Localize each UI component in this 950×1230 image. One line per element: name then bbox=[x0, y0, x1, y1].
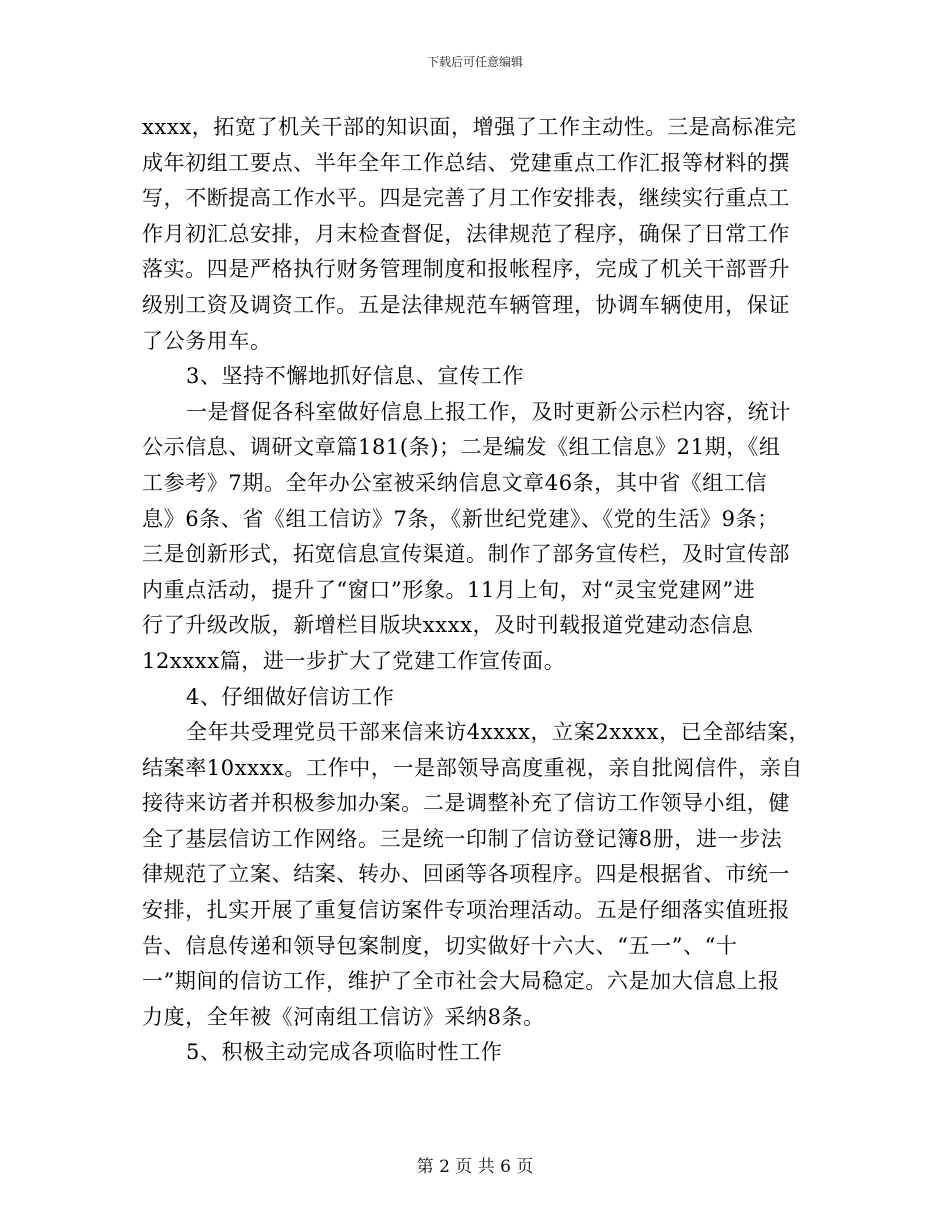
text-line: 12xxxx篇，进一步扩大了党建工作宣传面。 bbox=[142, 648, 566, 673]
text-line: 安排，扎实开展了重复信访案件专项治理活动。五是仔细落实值班报 bbox=[142, 898, 790, 923]
text-line: 公示信息、调研文章篇181(条)；二是编发《组工信息》21期，《组 bbox=[142, 435, 781, 460]
text-line: 律规范了立案、结案、转办、回函等各项程序。四是根据省、市统一 bbox=[142, 862, 790, 887]
text-line: 行了升级改版，新增栏目版块xxxx，及时刊载报道党建动态信息 bbox=[142, 613, 754, 638]
paragraph-start-line: 5、积极主动完成各项临时性工作 bbox=[186, 1040, 503, 1065]
text-line: 工参考》7期。全年办公室被采纳信息文章46条，其中省《组工信 bbox=[142, 470, 768, 495]
paragraph-start-line: 全年共受理党员干部来信来访4xxxx，立案2xxxx，已全部结案， bbox=[186, 720, 811, 745]
document-body bbox=[142, 110, 810, 1071]
page-header: 下载后可任意编辑 bbox=[426, 55, 523, 69]
text-line: 三是创新形式，拓宽信息宣传渠道。制作了部务宣传栏，及时宣传部 bbox=[142, 542, 790, 567]
paragraph-start-line: 4、仔细做好信访工作 bbox=[186, 684, 395, 709]
text-line: 级别工资及调资工作。五是法律规范车辆管理，协调车辆使用，保证 bbox=[142, 292, 790, 317]
text-line: 结案率10xxxx。工作中，一是部领导高度重视，亲自批阅信件，亲自 bbox=[142, 755, 803, 780]
text-line: 内重点活动，提升了“窗口”形象。11月上旬，对“灵宝党建网”进 bbox=[142, 577, 756, 602]
text-line: 告、信息传递和领导包案制度，切实做好十六大、“五一”、“十 bbox=[142, 933, 738, 958]
text-line: 一”期间的信访工作，维护了全市社会大局稳定。六是加大信息上报 bbox=[142, 969, 780, 994]
text-line: 接待来访者并积极参加办案。二是调整补充了信访工作领导小组，健 bbox=[142, 791, 790, 816]
paragraph-start-line: 3、坚持不懈地抓好信息、宣传工作 bbox=[186, 364, 524, 389]
text-line: 力度，全年被《河南组工信访》采纳8条。 bbox=[142, 1004, 545, 1029]
page-footer: 第 2 页 共 6 页 bbox=[416, 1157, 534, 1177]
text-line: 作月初汇总安排，月末检查督促，法律规范了程序，确保了日常工作 bbox=[142, 221, 790, 246]
text-line: 成年初组工要点、半年全年工作总结、党建重点工作汇报等材料的撰 bbox=[142, 150, 790, 175]
text-line: 写，不断提高工作水平。四是完善了月工作安排表，继续实行重点工 bbox=[142, 186, 790, 211]
text-line: 全了基层信访工作网络。三是统一印制了信访登记簿8册，进一步法 bbox=[142, 826, 783, 851]
text-line: xxxx，拓宽了机关干部的知识面，增强了工作主动性。三是高标准完 bbox=[142, 115, 797, 139]
text-line: 落实。四是严格执行财务管理制度和报帐程序，完成了机关干部晋升 bbox=[142, 257, 790, 282]
text-line: 息》6条、省《组工信访》7条，《新世纪党建》、《党的生活》9条； bbox=[142, 506, 779, 531]
paragraph-start-line: 一是督促各科室做好信息上报工作，及时更新公示栏内容，统计 bbox=[186, 399, 791, 424]
text-line: 了公务用车。 bbox=[142, 328, 272, 353]
